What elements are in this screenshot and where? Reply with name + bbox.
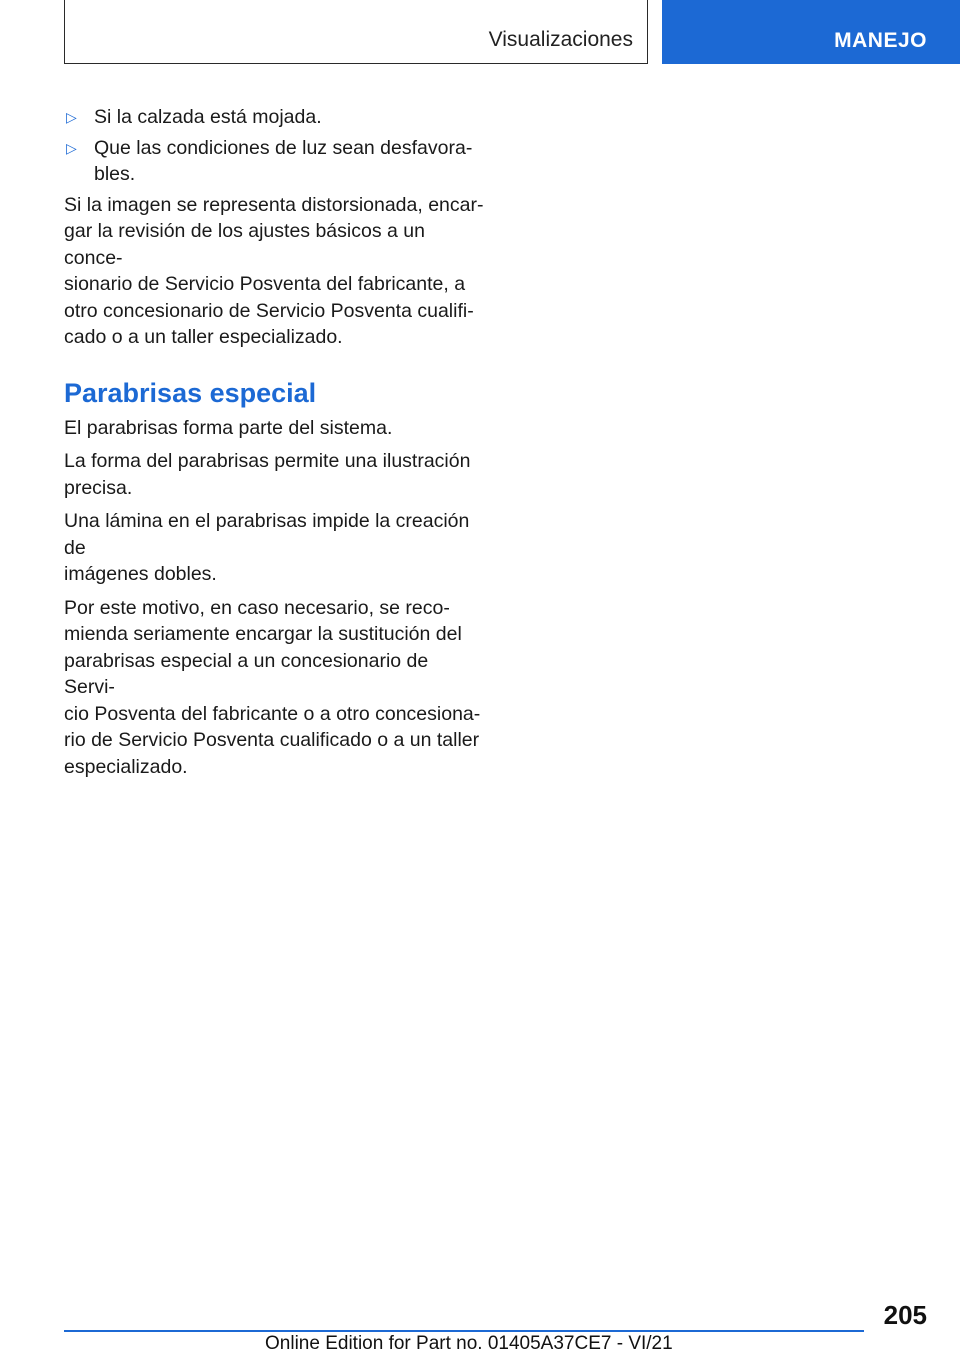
footer-divider bbox=[64, 1330, 864, 1332]
page-content bbox=[64, 104, 484, 787]
triangle-bullet-icon: ▷ bbox=[66, 139, 77, 156]
list-item bbox=[64, 135, 484, 188]
header-section-title: Visualizaciones bbox=[488, 28, 633, 51]
list-item-text: Que las condiciones de luz sean desfavora- bles. bbox=[94, 136, 473, 185]
list-item bbox=[64, 104, 484, 131]
section-heading: Parabrisas especial bbox=[64, 377, 317, 408]
list-item-text: Si la calzada está mojada. bbox=[94, 106, 322, 128]
header-section-box bbox=[64, 0, 648, 64]
paragraph: La forma del parabrisas permite una ilustración precisa. bbox=[64, 450, 471, 499]
page-number: 205 bbox=[883, 1300, 927, 1330]
triangle-bullet-icon: ▷ bbox=[66, 109, 77, 125]
header-chapter-title: MANEJO bbox=[834, 29, 927, 52]
paragraph: El parabrisas forma parte del sistema. bbox=[64, 416, 393, 439]
footer-edition: Online Edition for Part no. 01405A37CE7 - VI/21 bbox=[265, 1333, 673, 1354]
intro-paragraph: Si la imagen se representa distorsionada, encar- gar la revisión de los ajustes básicos a un conce- sionario de Servicio Posventa del fabricante, a otro concesionario de Servicio Posventa cualifi- cado o a un taller especializado. bbox=[64, 193, 484, 348]
paragraph: Por este motivo, en caso necesario, se reco- mienda seriamente encargar la sustitución del parabrisas especial a un concesionario de Servi- cio Posventa del fabricante o a otro concesiona- rio de Servicio Posventa cualificado o a un taller especializado. bbox=[64, 596, 481, 778]
header-chapter-tab bbox=[662, 0, 960, 64]
paragraph: Una lámina en el parabrisas impide la creación de imágenes dobles. bbox=[64, 510, 470, 585]
